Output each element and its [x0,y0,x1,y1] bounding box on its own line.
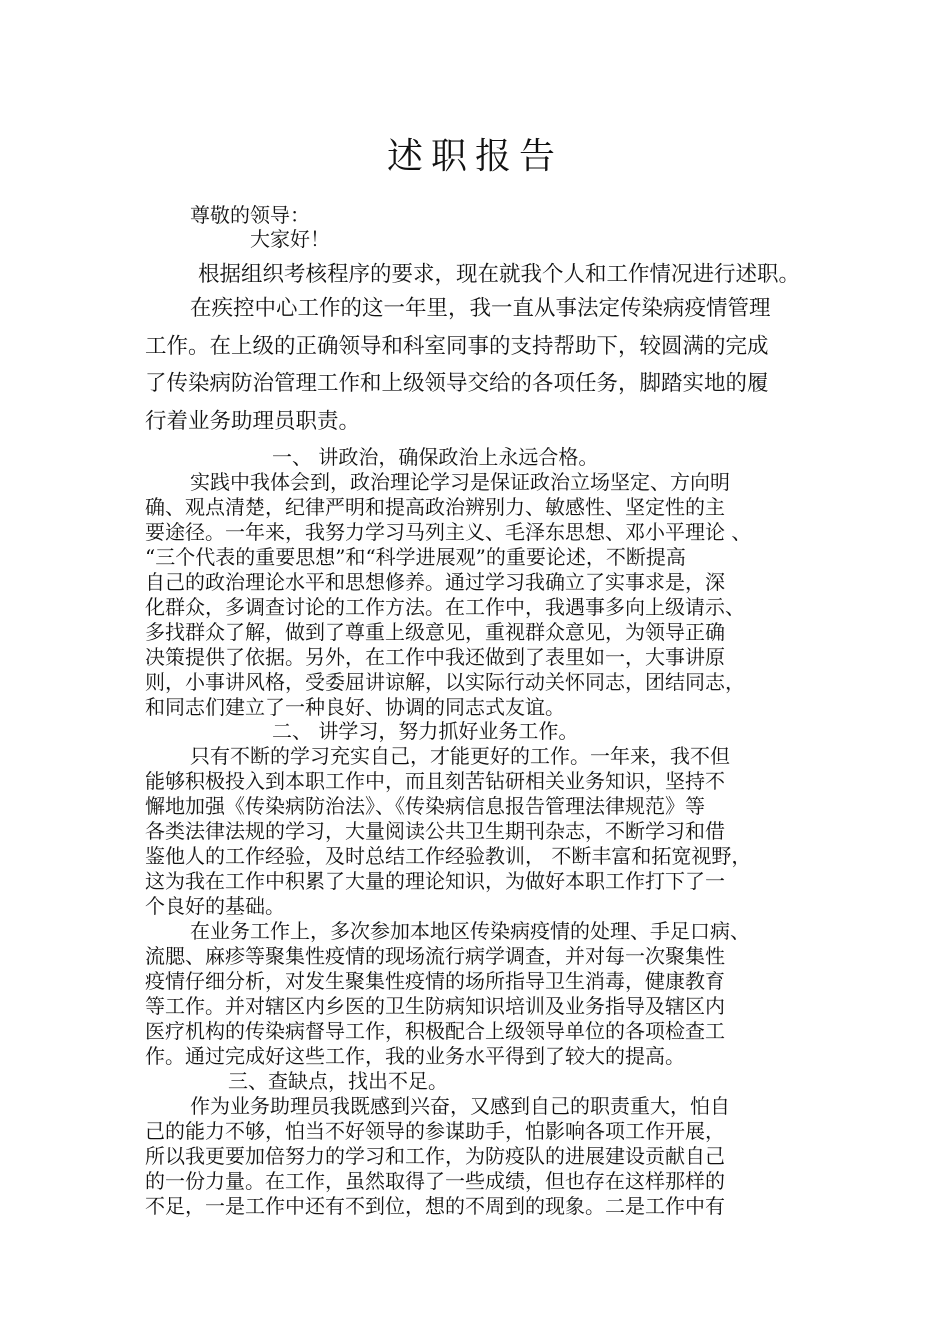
paragraph-line: 懈地加强《传染病防治法》、《传染病信息报告管理法律规范》等 [145,794,705,818]
paragraph-line: 各类法律法规的学习，大量阅读公共卫生期刊杂志，不断学习和借 [145,819,725,843]
paragraph-line: 作。通过完成好这些工作，我的业务水平得到了较大的提高。 [145,1044,685,1068]
paragraph-line: 疫情仔细分析，对发生聚集性疫情的场所指导卫生消毒，健康教育 [145,969,725,993]
paragraph-line: 和同志们建立了一种良好、协调的同志式友谊。 [145,695,565,719]
paragraph-line: 多找群众了解，做到了尊重上级意见，重视群众意见，为领导正确 [145,620,725,644]
paragraph-line: 行着业务助理员职责。 [145,409,361,434]
page-title: 述职报告 [386,136,563,177]
paragraph-line: 在业务工作上，多次参加本地区传染病疫情的处理、手足口病、 [190,919,750,943]
paragraph-line: 作为业务助理员我既感到兴奋，又感到自己的职责重大，怕自 [190,1094,730,1118]
paragraph-line: 在疾控中心工作的这一年里，我一直从事法定传染病疫情管理 [190,296,771,321]
greeting: 大家好！ [250,227,330,251]
paragraph-line: 这为我在工作中积累了大量的理论知识，为做好本职工作打下了一 [145,869,725,893]
paragraph-line: 的一份力量。在工作，虽然取得了一些成绩，但也存在这样那样的 [145,1169,725,1193]
salutation: 尊敬的领导： [190,203,310,227]
paragraph-line: 根据组织考核程序的要求，现在就我个人和工作情况进行述职。 [198,262,801,287]
paragraph-line: 实践中我体会到，政治理论学习是保证政治立场坚定、方向明 [190,470,730,494]
paragraph-line: 要途径。一年来，我努力学习马列主义、毛泽东思想、邓小平理论 、 [145,520,752,544]
paragraph-line: 能够积极投入到本职工作中，而且刻苦钻研相关业务知识，坚持不 [145,769,725,793]
paragraph-line: 了传染病防治管理工作和上级领导交给的各项任务，脚踏实地的履 [145,371,769,396]
paragraph-line: 等工作。并对辖区内乡医的卫生防病知识培训及业务指导及辖区内 [145,994,725,1018]
paragraph-line: 只有不断的学习充实自己，才能更好的工作。一年来，我不但 [190,744,730,768]
paragraph-line: 工作。在上级的正确领导和科室同事的支持帮助下，较圆满的完成 [145,334,769,359]
paragraph-line: 流腮、麻疹等聚集性疫情的现场流行病学调查，并对每一次聚集性 [145,944,725,968]
paragraph-line: 鉴他人的工作经验，及时总结工作经验教训， 不断丰富和拓宽视野， [145,844,752,868]
paragraph-line: 确、观点清楚，纪律严明和提高政治辨别力、敏感性、坚定性的主 [145,495,725,519]
paragraph-line: 则，小事讲风格，受委屈讲谅解，以实际行动关怀同志，团结同志， [145,670,745,694]
paragraph-line: 自己的政治理论水平和思想修养。通过学习我确立了实事求是，深 [145,570,725,594]
section-heading-2: 二、 讲学习，努力抓好业务工作。 [272,719,579,743]
paragraph-line: 个良好的基础。 [145,894,285,918]
section-heading-3: 三、查缺点，找出不足。 [228,1069,448,1093]
section-heading-1: 一、 讲政治，确保政治上永远合格。 [272,445,599,469]
paragraph-line: 所以我更要加倍努力的学习和工作，为防疫队的进展建设贡献自己 [145,1144,725,1168]
paragraph-line: 己的能力不够，怕当不好领导的参谋助手，怕影响各项工作开展， [145,1119,725,1143]
paragraph-line: 医疗机构的传染病督导工作，积极配合上级领导单位的各项检查工 [145,1019,725,1043]
paragraph-line: 决策提供了依据。另外，在工作中我还做到了表里如一，大事讲原 [145,645,725,669]
paragraph-line: “三个代表的重要思想”和“科学进展观”的重要论述，不断提高 [145,545,686,569]
paragraph-line: 不足，一是工作中还有不到位，想的不周到的现象。二是工作中有 [145,1194,725,1218]
paragraph-line: 化群众，多调查讨论的工作方法。在工作中，我遇事多向上级请示、 [145,595,745,619]
